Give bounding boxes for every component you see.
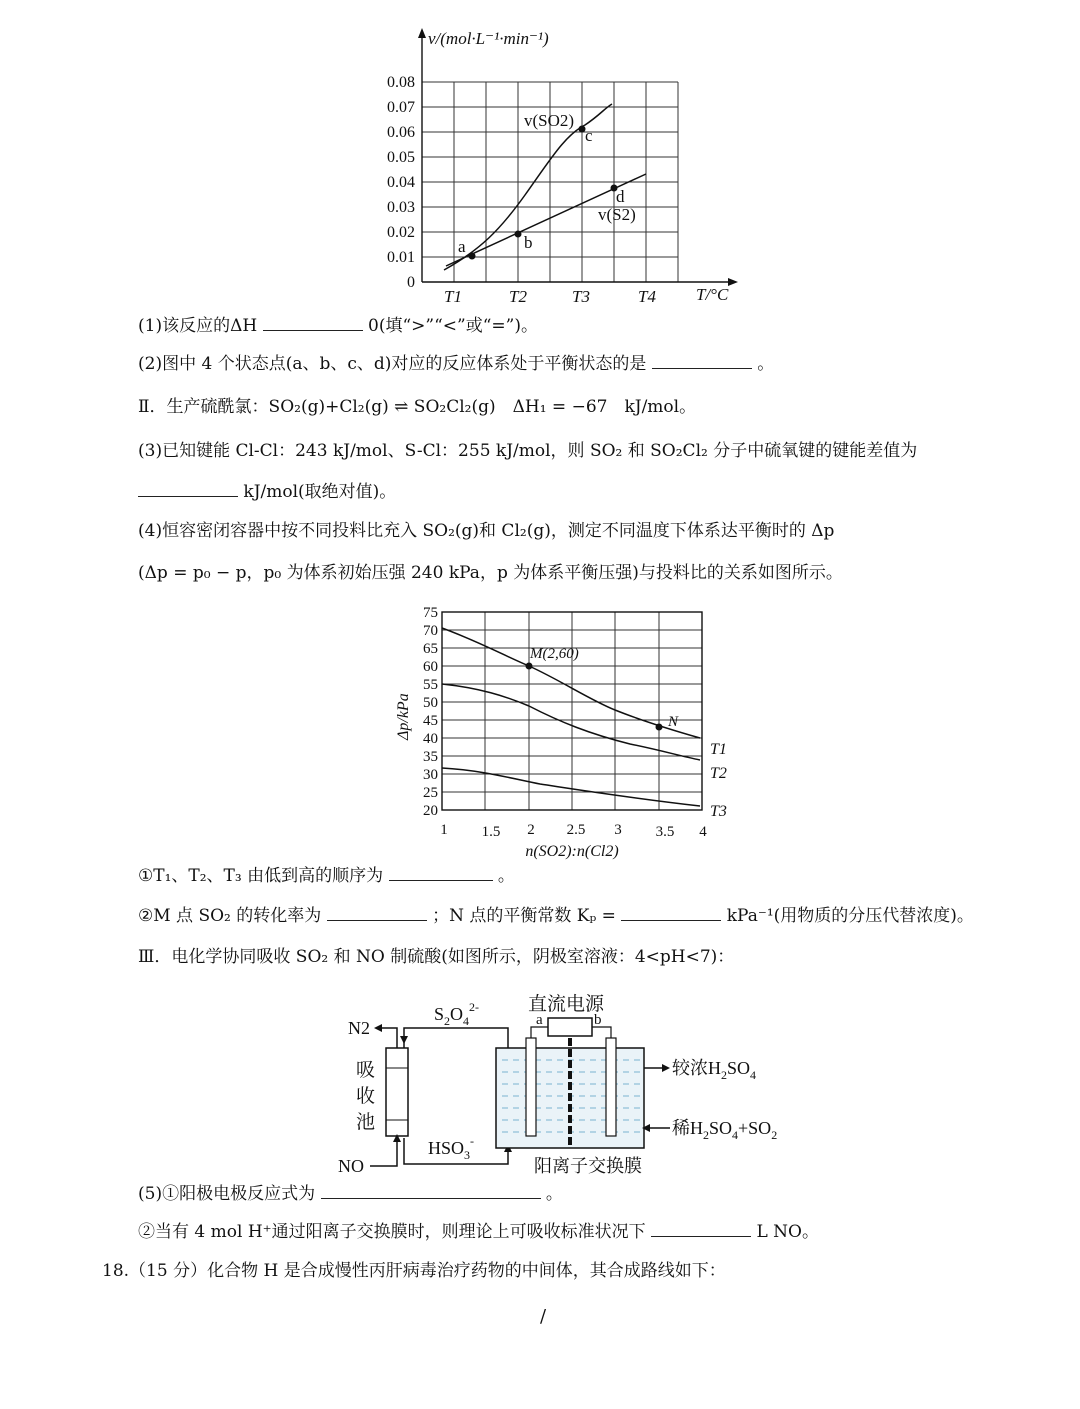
electrode-b-label: b: [594, 1012, 602, 1028]
chart1-xlabel: T/°C: [696, 285, 729, 304]
power-label: 直流电源: [528, 994, 605, 1015]
s2o4-label: $S_2O_4^{2-}$: [434, 1000, 480, 1028]
question-1: (1)该反应的ΔH 0(填“>”“<”或“=”)。: [138, 316, 538, 336]
chart1-yticks: [387, 74, 415, 291]
chart1-ytick: 0.01: [387, 249, 415, 266]
chart1-ytick: 0.06: [387, 124, 415, 141]
dc-power-source: [548, 1018, 592, 1036]
point-b: [515, 231, 522, 238]
question-4-line-a: (4)恒容密闭容器中按不同投料比充入 SO₂(g)和 Cl₂(g)，测定不同温度下体系达平衡时的 Δp: [138, 521, 835, 541]
chart2-ytick: 60: [423, 659, 438, 675]
point-a: [469, 253, 476, 260]
question-18: 18.（15 分）化合物 H 是合成慢性丙肝病毒治疗药物的中间体，其合成路线如下：: [102, 1261, 726, 1281]
section-2-heading: Ⅱ．生产硫酰氯：SO₂(g)+Cl₂(g) ⇌ SO₂Cl₂(g) ΔH₁ = −67 kJ/mol。: [138, 397, 697, 417]
series-t1-label: T1: [710, 741, 727, 758]
point-N-label: N: [668, 714, 679, 730]
chart2-xtick: 1.5: [481, 824, 501, 840]
chart1-ytick: 0.07: [387, 99, 415, 116]
rate-temperature-chart: [360, 20, 760, 315]
chart2-ytick: 75: [423, 605, 438, 621]
chart2-ylabel: Δp/kPa: [395, 693, 412, 740]
chart2-ytick: 50: [423, 695, 438, 711]
chart1-y-arrow: [418, 28, 426, 38]
chart1-ytick: 0.08: [387, 74, 415, 91]
chart1-xticks: [444, 285, 729, 306]
chart2-xticks: [440, 822, 707, 840]
chart1-ytick: 0.05: [387, 149, 415, 166]
answer-blank-5-2[interactable]: [651, 1220, 751, 1237]
outlet-label: 较浓$H_2SO_4$: [672, 1058, 757, 1082]
chart2-ytick: 65: [423, 641, 438, 657]
chart2-ytick: 40: [423, 731, 438, 747]
chart2-xtick: 2.5: [566, 822, 586, 838]
question-3-answer-line: kJ/mol(取绝对值)。: [138, 480, 396, 503]
section-3-heading: Ⅲ．电化学协同吸收 SO₂ 和 NO 制硫酸(如图所示，阴极室溶液：4<pH<7)：: [138, 947, 735, 967]
chart2-xtick: 4: [699, 824, 707, 840]
series-t3-label: T3: [710, 803, 727, 820]
answer-blank-4-2b[interactable]: [621, 904, 721, 921]
chart1-ytick: 0: [407, 274, 415, 291]
chart2-xtick: 2: [527, 822, 535, 838]
chart1-ytick: 0.02: [387, 224, 415, 241]
chart2-xtick: 1: [440, 822, 448, 838]
question-4-2: ②M 点 SO₂ 的转化率为 ；N 点的平衡常数 Kₚ = kPa⁻¹(用物质的分压代替浓度)。: [138, 906, 974, 926]
chart1-ytick: 0.03: [387, 199, 415, 216]
chart1-xtick: T4: [638, 287, 656, 306]
chart1-xtick: T3: [572, 287, 590, 306]
answer-blank-4-1[interactable]: [389, 864, 493, 881]
chart2-ytick: 20: [423, 803, 438, 819]
electrode-b: [606, 1038, 616, 1136]
absorption-column: [386, 1048, 408, 1136]
hso3-label: $HSO_3^-$: [428, 1134, 475, 1162]
electrode-a-label: a: [536, 1012, 543, 1028]
question-5-1: (5)①阳极电极反应式为 。: [138, 1184, 563, 1204]
point-d-label: d: [616, 187, 625, 206]
absorb-char: 池: [356, 1112, 376, 1133]
absorb-char: 吸: [356, 1060, 376, 1081]
absorb-char: 收: [356, 1086, 376, 1107]
point-M: [526, 663, 533, 670]
page-footer-mark: /: [540, 1306, 547, 1327]
chart2-ytick: 55: [423, 677, 438, 693]
question-4-1: ①T₁、T₂、T₃ 由低到高的顺序为 。: [138, 866, 515, 886]
electrode-a: [526, 1038, 536, 1136]
pressure-ratio-chart: [390, 600, 750, 862]
chart1-xtick: T2: [509, 287, 527, 306]
chart1-ylabel: v/(mol·L⁻¹·min⁻¹): [428, 29, 549, 48]
point-b-label: b: [524, 233, 533, 252]
chart1-x-arrow: [728, 278, 738, 286]
question-5-2: ②当有 4 mol H⁺通过阳离子交换膜时，则理论上可吸收标准状况下 L NO。: [138, 1222, 819, 1242]
chart1-ytick: 0.04: [387, 174, 415, 191]
question-3: (3)已知键能 Cl-Cl：243 kJ/mol、S-Cl：255 kJ/mol，则 SO₂ 和 SO₂Cl₂ 分子中硫氧键的键能差值为: [138, 441, 918, 461]
point-a-label: a: [458, 237, 466, 256]
electrolysis-diagram: [330, 988, 810, 1183]
answer-blank-2[interactable]: [652, 352, 752, 369]
chart2-ytick: 25: [423, 785, 438, 801]
series-t2-label: T2: [710, 765, 727, 782]
answer-blank-5-1[interactable]: [321, 1182, 541, 1199]
chart2-xtick: 3.5: [655, 824, 675, 840]
curve-t1: [442, 628, 700, 738]
point-M-label: M(2,60): [530, 646, 579, 662]
answer-blank-4-2a[interactable]: [327, 904, 427, 921]
absorption-label: [356, 1059, 375, 1133]
answer-blank-1[interactable]: [263, 314, 363, 331]
point-c-label: c: [585, 126, 593, 145]
chart2-xlabel: n(SO2):n(Cl2): [525, 843, 619, 860]
point-N: [656, 724, 663, 731]
chart2-ytick: 70: [423, 623, 438, 639]
membrane-label: 阳离子交换膜: [534, 1156, 642, 1176]
question-4-line-b: (Δp = p₀ − p，p₀ 为体系初始压强 240 kPa，p 为体系平衡压强)与投料比的关系如图所示。: [138, 563, 843, 583]
chart2-ytick: 30: [423, 767, 438, 783]
series-v-s2-label: v(S2): [598, 205, 636, 224]
question-2: (2)图中 4 个状态点(a、b、c、d)对应的反应体系处于平衡状态的是 。: [138, 354, 775, 374]
chart1-xtick: T1: [444, 287, 462, 306]
chart2-grid: [442, 612, 702, 810]
curve-t2: [442, 684, 700, 760]
chart2-ytick: 45: [423, 713, 438, 729]
chart2-ytick: 35: [423, 749, 438, 765]
chart2-yticks: [423, 605, 438, 819]
chart2-xtick: 3: [614, 822, 622, 838]
series-v-so2-label: v(SO2): [524, 111, 575, 130]
n2-label: N2: [348, 1018, 370, 1038]
no-label: NO: [338, 1156, 364, 1176]
answer-blank-3[interactable]: [138, 480, 238, 497]
inlet-label: 稀$H_2SO_4+SO_2$: [672, 1118, 778, 1142]
